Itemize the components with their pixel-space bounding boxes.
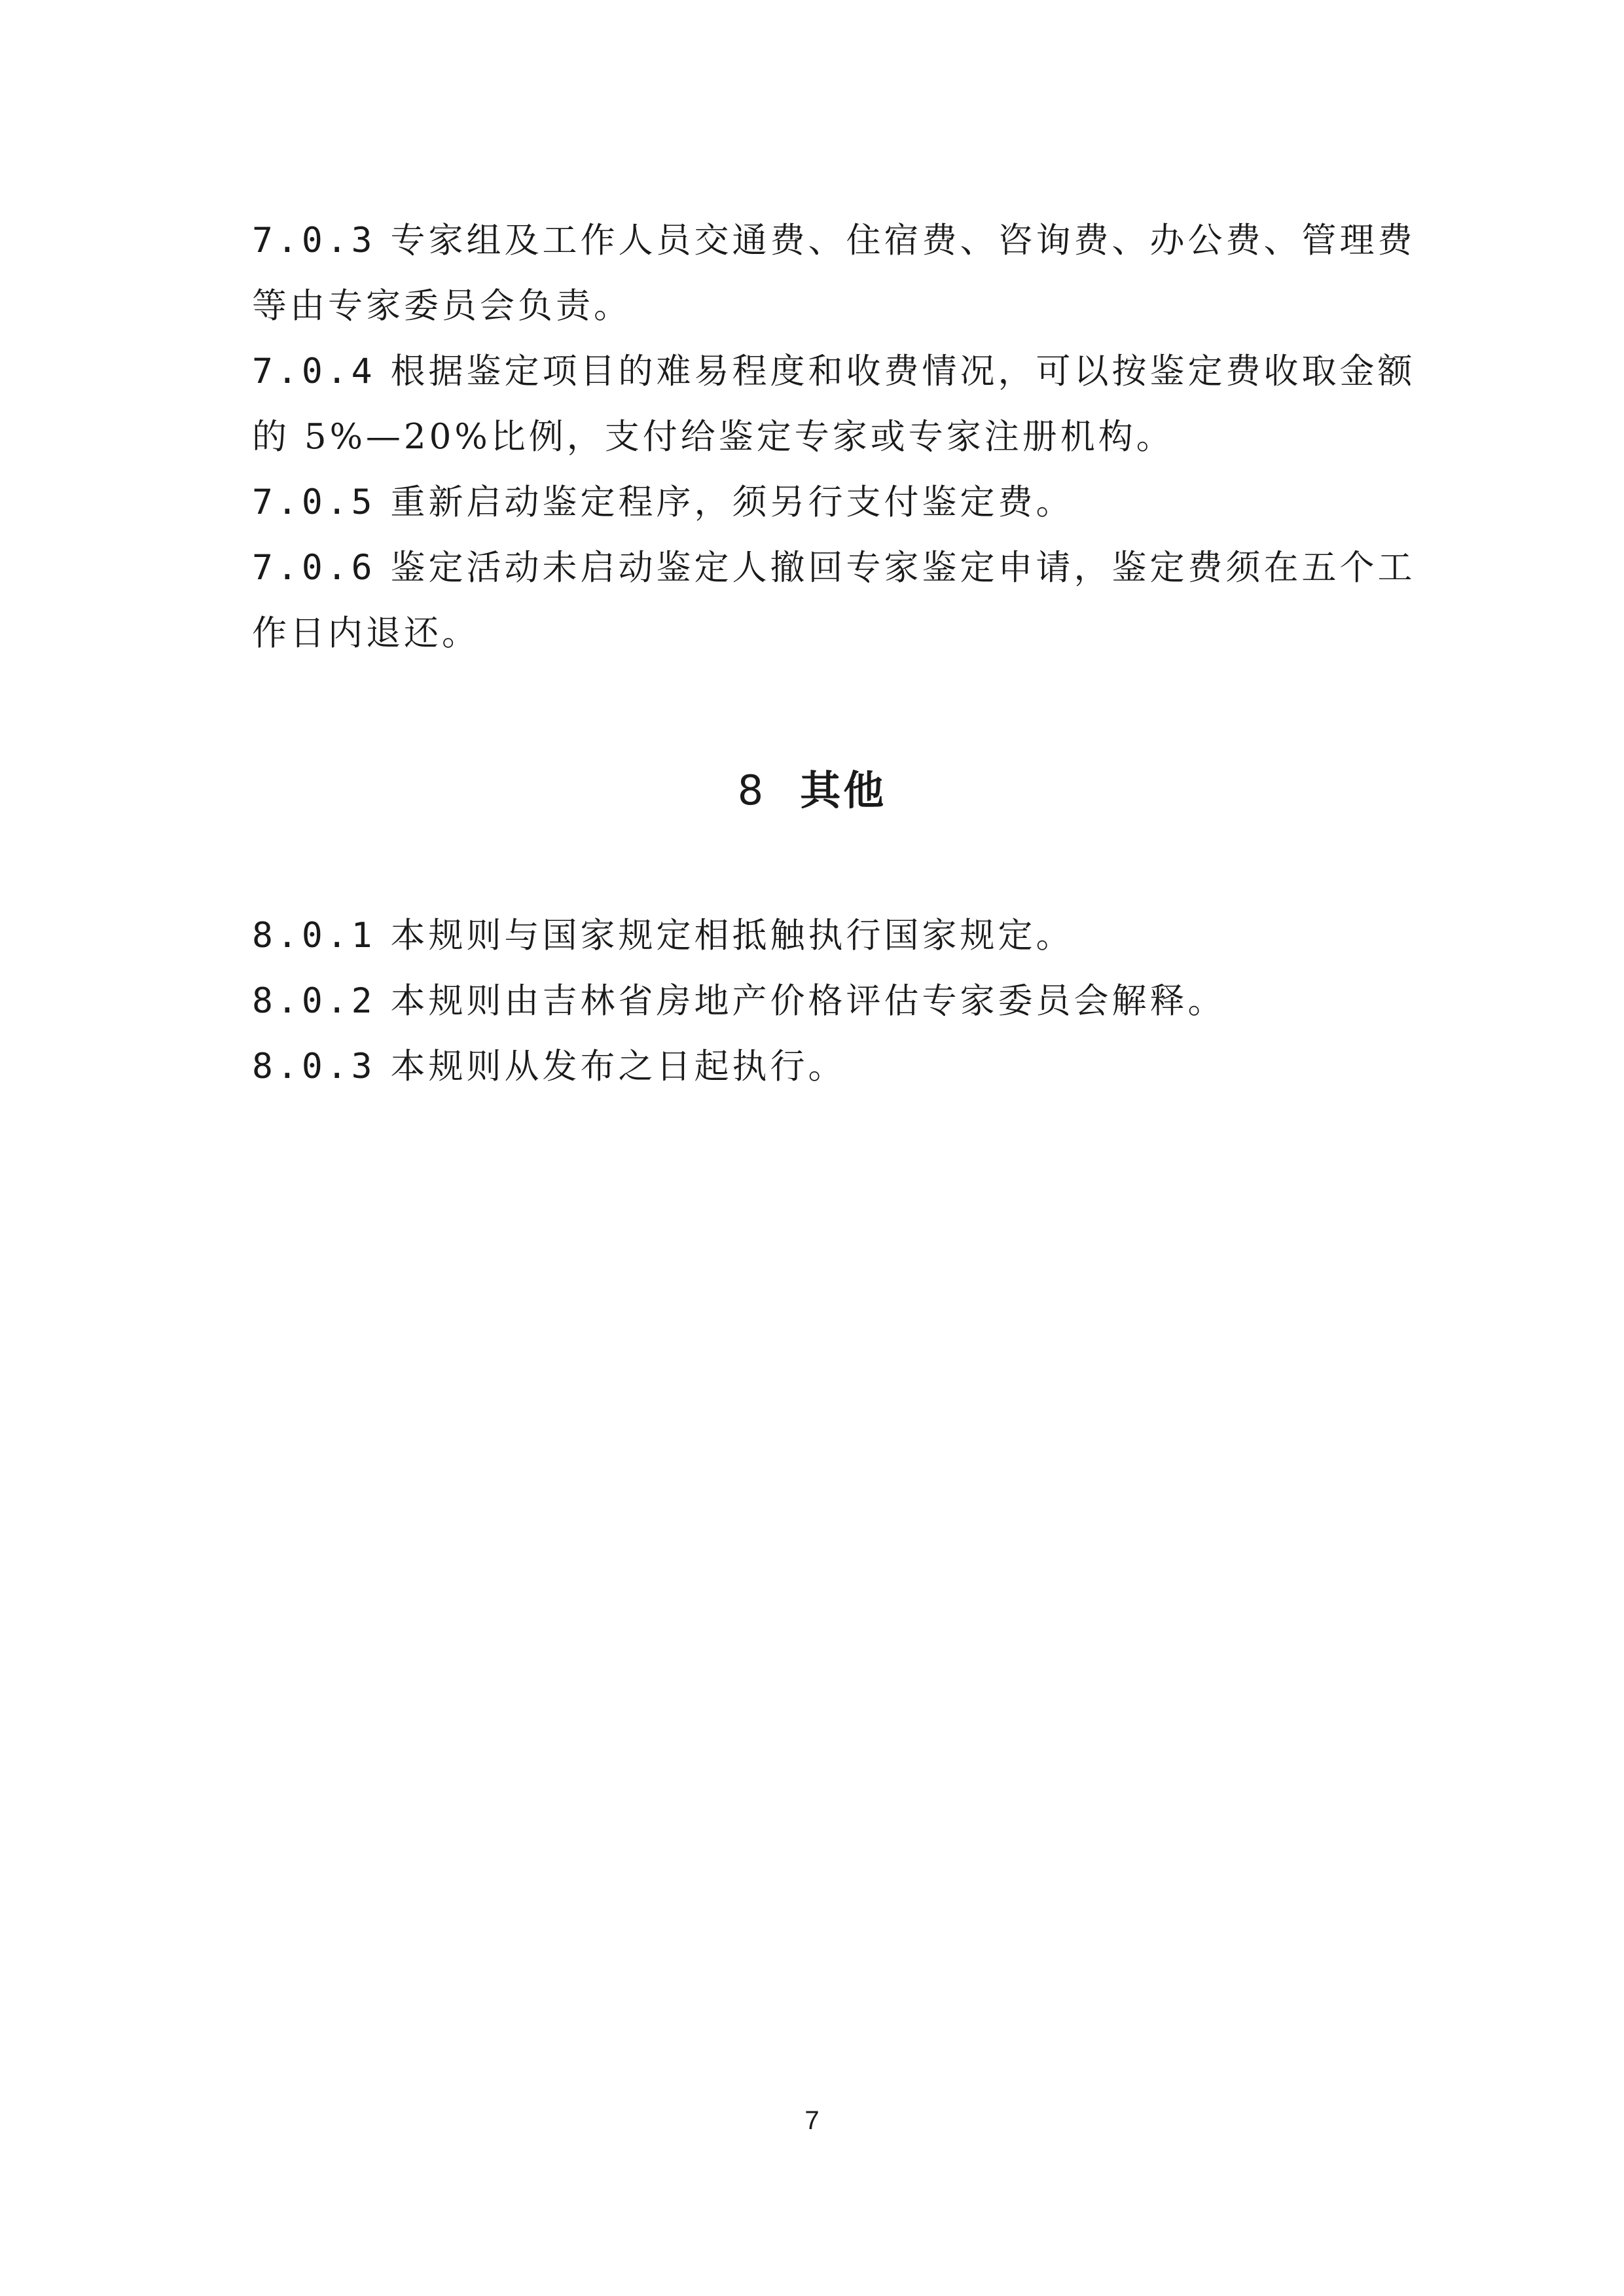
section-7-clauses (252, 208, 1416, 666)
clause-text: 本规则从发布之日起执行。 (390, 1047, 846, 1086)
clause-number: 8.0.2 (252, 981, 376, 1021)
section-8-clauses (252, 903, 1391, 1100)
page-number: 7 (804, 2106, 820, 2135)
clause-number: 8.0.3 (252, 1047, 376, 1086)
clause-7-0-4-line-2: 的 5%—20%比例，支付给鉴定专家或专家注册机构。 (252, 417, 1174, 457)
clause-number: 7.0.3 (252, 221, 376, 260)
clause-8-0-1 (252, 903, 1391, 969)
clause-7-0-4-line-1 (252, 339, 1416, 404)
clause-8-0-3 (252, 1034, 1391, 1100)
section-8-heading (0, 758, 1624, 823)
clause-text: 根据鉴定项目的难易程度和收费情况，可以按鉴定费收取金额 (390, 351, 1416, 391)
clause-text: 本规则与国家规定相抵触执行国家规定。 (390, 916, 1074, 956)
section-title: 其他 (800, 766, 887, 814)
clause-text: 专家组及工作人员交通费、住宿费、咨询费、办公费、管理费 (390, 221, 1416, 260)
section-number: 8 (737, 766, 767, 814)
clause-number: 7.0.6 (252, 548, 376, 588)
clause-7-0-5-line-1 (252, 470, 1391, 535)
clause-text: 鉴定活动未启动鉴定人撤回专家鉴定申请，鉴定费须在五个工 (390, 548, 1416, 588)
clause-8-0-2 (252, 969, 1391, 1034)
clause-number: 8.0.1 (252, 916, 376, 956)
clause-number: 7.0.4 (252, 351, 376, 391)
clause-number: 7.0.5 (252, 482, 376, 522)
clause-7-0-3-line-2: 等由专家委员会负责。 (252, 286, 632, 326)
clause-text: 重新启动鉴定程序，须另行支付鉴定费。 (390, 482, 1074, 522)
clause-7-0-6-line-2: 作日内退还。 (252, 613, 480, 653)
clause-7-0-3-line-1 (252, 208, 1416, 274)
clause-7-0-6-line-1 (252, 535, 1416, 601)
clause-text: 本规则由吉林省房地产价格评估专家委员会解释。 (390, 981, 1226, 1021)
